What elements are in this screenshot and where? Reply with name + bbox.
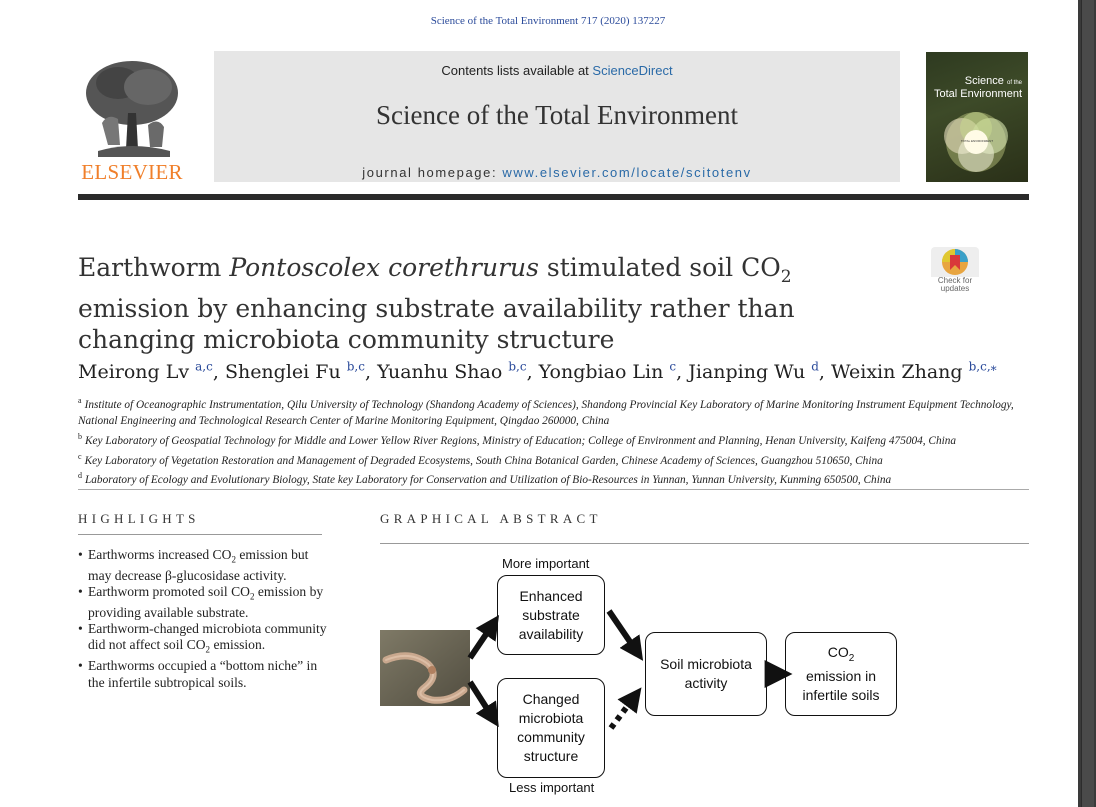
arrow-community-to-soil xyxy=(611,696,635,728)
title-part3: emission by enhancing substrate availability rather than changing microbiota community structure xyxy=(78,294,795,354)
author[interactable] xyxy=(539,361,689,383)
title-part1: Earthworm xyxy=(78,253,230,282)
author[interactable] xyxy=(225,361,377,383)
highlight-subscript: 2 xyxy=(249,591,255,602)
highlights-rule xyxy=(78,534,322,535)
masthead xyxy=(78,51,1029,191)
highlight-item xyxy=(78,658,328,690)
highlight-text: Earthworms increased CO xyxy=(88,547,232,562)
graphical-abstract-heading: GRAPHICAL ABSTRACT xyxy=(380,511,602,526)
tree-logo-icon xyxy=(78,53,186,161)
co2-label xyxy=(828,643,855,668)
label-more-important: More important xyxy=(502,556,590,571)
elsevier-wordmark: ELSEVIER xyxy=(81,160,183,184)
author[interactable] xyxy=(78,361,225,383)
label-less-important: Less important xyxy=(509,780,595,795)
author[interactable] xyxy=(831,361,997,383)
cover-flower-icon xyxy=(926,52,1028,182)
box-soil-activity xyxy=(645,632,767,716)
journal-banner xyxy=(214,51,900,182)
affiliation xyxy=(78,468,1033,488)
author-separator: , xyxy=(676,361,689,384)
affiliations xyxy=(78,393,1033,488)
author[interactable] xyxy=(688,361,831,383)
box-changed-community-text: Changed microbiota community structure xyxy=(517,691,585,764)
box-enhanced-substrate xyxy=(497,575,605,655)
author-separator: , xyxy=(818,361,832,384)
author-affil-mark[interactable]: b,c xyxy=(508,360,527,374)
affiliation-key: c xyxy=(78,451,82,461)
homepage-prefix: journal homepage: xyxy=(362,165,503,180)
arrow-to-community xyxy=(470,682,493,718)
author[interactable] xyxy=(377,361,539,383)
journal-citation: Science of the Total Environment 717 (2020) 137227 xyxy=(430,15,666,27)
check-for-updates-button[interactable] xyxy=(929,247,981,299)
highlights-list xyxy=(78,547,328,691)
cover-banner-text: TOTAL ENVIRONMENT xyxy=(960,139,994,143)
author-separator: , xyxy=(364,361,378,384)
author-separator: , xyxy=(212,361,225,384)
affiliation-text: Key Laboratory of Vegetation Restoration and Management of Degraded Ecosystems, South China Botanical Garden, Chinese Academy of Sciences, Guangzhou 510650, China xyxy=(84,454,883,467)
affiliation-text: Key Laboratory of Geospatial Technology for Middle and Lower Yellow River Regions, Ministry of Education; College of Environment and Planning, Henan University, Kaifeng 475004, China xyxy=(85,434,957,447)
title-species: Pontoscolex corethrurus xyxy=(229,253,539,282)
affiliation xyxy=(78,393,1033,429)
highlight-item xyxy=(78,621,328,658)
affiliation xyxy=(78,449,1033,469)
sciencedirect-link[interactable]: ScienceDirect xyxy=(592,63,673,78)
co2-text: CO xyxy=(827,643,849,660)
graphical-abstract-rule xyxy=(380,543,1029,544)
crossmark-label-line2: updates xyxy=(940,284,970,293)
highlights-heading: HIGHLIGHTS xyxy=(78,511,200,526)
journal-cover[interactable] xyxy=(926,52,1028,182)
author-name: Meirong Lv xyxy=(78,361,190,384)
co2-subscript: 2 xyxy=(848,652,855,664)
author-list xyxy=(78,360,1028,383)
affiliation-text: Laboratory of Ecology and Evolutionary Biology, State key Laboratory for Conservation and Utilization of Bio-Resources in Yunnan, Yunnan University, Kunming 650500, China xyxy=(85,474,892,487)
co2-emission-text: emission in infertile soils xyxy=(802,668,880,704)
highlight-text: emission by providing available substrate. xyxy=(88,584,324,621)
cover-title xyxy=(934,76,1022,100)
affiliation xyxy=(78,429,1033,449)
author-affil-mark[interactable]: b,c xyxy=(346,360,365,374)
affiliation-text: Institute of Oceanographic Instrumentation, Qilu University of Technology (Shandong Academy of Sciences), Shandong Provincial Key Laboratory of Marine Monitoring Instrument Equipment Technology, National Engineering and Technological Research Center of Marine Monitoring Equipment, Qingdao 260000, China xyxy=(78,398,1014,427)
highlight-subscript: 2 xyxy=(205,645,211,656)
article-title xyxy=(78,252,888,355)
author-name: Jianping Wu xyxy=(688,361,806,384)
title-part2: stimulated soil CO xyxy=(538,253,781,282)
section-divider xyxy=(78,489,1029,490)
author-separator: , xyxy=(526,361,539,384)
masthead-divider xyxy=(78,194,1029,200)
box-soil-activity-text: Soil microbiota activity xyxy=(660,656,752,691)
author-name: Yongbiao Lin xyxy=(538,361,664,384)
author-affil-mark[interactable]: a,c xyxy=(195,360,213,374)
cover-title-small: of the xyxy=(1006,80,1022,86)
cover-title-line1: Science xyxy=(964,75,1004,87)
author-affil-mark[interactable]: c xyxy=(669,360,677,374)
scrollbar[interactable] xyxy=(1078,0,1096,807)
highlight-text: Earthworm promoted soil CO xyxy=(88,584,250,600)
author-name: Yuanhu Shao xyxy=(377,361,503,384)
highlight-text: Earthworms occupied a “bottom niche” in the infertile subtropical soils. xyxy=(88,658,318,690)
box-enhanced-substrate-text: Enhanced substrate availability xyxy=(518,587,584,642)
author-name: Shenglei Fu xyxy=(224,361,341,384)
graphical-abstract xyxy=(380,556,940,806)
earthworm-photo xyxy=(380,630,470,706)
affiliation-key: d xyxy=(78,471,82,481)
homepage-link[interactable]: www.elsevier.com/locate/scitotenv xyxy=(502,165,752,180)
contents-prefix: Contents lists available at xyxy=(441,63,593,78)
homepage-line xyxy=(214,165,900,180)
author-affil-mark[interactable]: b,c, xyxy=(968,360,991,374)
box-changed-community xyxy=(497,678,605,778)
corresponding-author-mark[interactable]: ⁎ xyxy=(990,360,997,374)
author-name: Weixin Zhang xyxy=(831,361,963,384)
crossmark-label-line1: Check for xyxy=(937,276,973,285)
arrow-to-substrate xyxy=(470,624,493,658)
contents-line xyxy=(214,63,900,78)
highlight-item xyxy=(78,584,328,621)
crossmark-label xyxy=(929,277,981,293)
highlight-text: emission. xyxy=(210,637,266,653)
affiliation-key: a xyxy=(78,396,82,405)
elsevier-logo xyxy=(78,53,186,185)
crossmark-icon xyxy=(929,247,981,277)
highlight-text: Earthworm-changed microbiota community did not affect soil CO xyxy=(88,621,327,653)
box-co2-emission xyxy=(785,632,897,716)
scrollbar-thumb[interactable] xyxy=(1081,0,1094,807)
journal-name: Science of the Total Environment xyxy=(375,100,738,130)
highlight-item xyxy=(78,547,328,584)
author-affil-mark[interactable]: d xyxy=(811,360,819,374)
title-subscript: 2 xyxy=(780,267,792,287)
highlight-text: emission but may decrease β-glucosidase activity. xyxy=(88,547,309,583)
affiliation-key: b xyxy=(78,431,82,441)
arrow-substrate-to-soil xyxy=(609,611,637,652)
highlight-subscript: 2 xyxy=(231,554,236,565)
cover-title-line2: Total Environment xyxy=(933,88,1022,100)
